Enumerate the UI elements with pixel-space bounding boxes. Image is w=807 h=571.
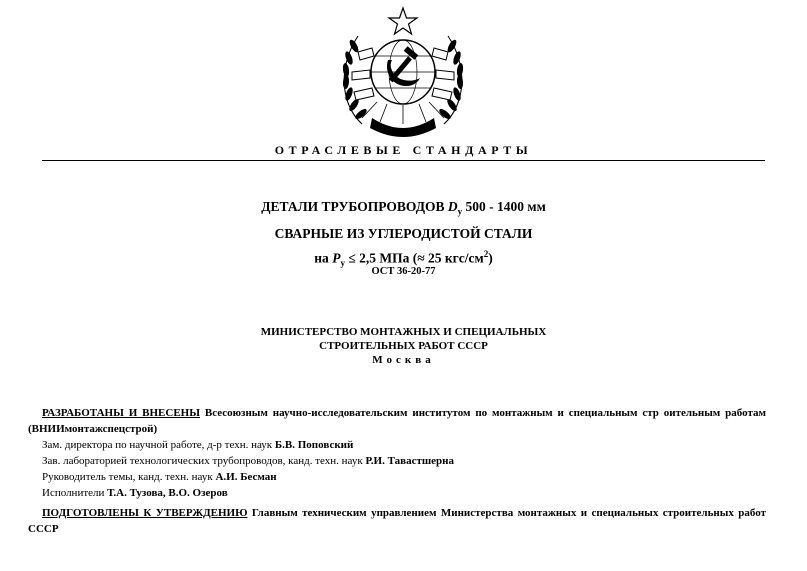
credit-role-1: Зам. директора по научной работе, д-р техн. наук [42,439,275,451]
ministry-line-2: СТРОИТЕЛЬНЫХ РАБОТ СССР [319,340,488,352]
credit-name-4: Т.А. Тузова, В.О. Озеров [107,487,228,499]
title-line-3-close: ) [488,250,493,266]
nominal-diameter-subscript: у [457,206,463,217]
pressure-value: ≤ 2,5 МПа (≈ 25 кгс/см [344,250,484,266]
prepared-text: Главным техническим управлением Министерства монтажных и специальных строительных работ СССР [28,507,766,535]
title-line-1-range: 500 - 1400 мм [462,199,546,214]
city: Москва [372,354,435,366]
prepared-label: ПОДГОТОВЛЕНЫ К УТВЕРЖДЕНИЮ [42,507,248,519]
developed-paragraph [28,405,766,437]
ministry-block [0,325,807,367]
ministry-line-1: МИНИСТЕРСТВО МОНТАЖНЫХ И СПЕЦИАЛЬНЫХ [260,326,547,338]
credit-role-2: Зав. лабораторией технологических трубопроводов, канд. техн. наук [42,455,366,467]
credit-line-2 [28,453,766,469]
developed-text: Всесоюзным научно-исследовательским институтом по монтажным и специальным стр оительным работам (ВНИИмонтажспецстрой) [28,407,766,435]
credit-line-4 [28,485,766,501]
credit-name-2: Р.И. Тавастшерна [365,455,455,467]
developed-label: РАЗРАБОТАНЫ И ВНЕСЕНЫ [42,407,201,419]
title-line-1 [0,196,807,223]
header-divider [42,160,765,161]
credit-role-4: Исполнители [42,487,108,499]
pressure-subscript: у [340,257,345,268]
credit-name-3: А.И. Бесман [215,471,277,483]
state-emblem-image [332,6,474,140]
credit-role-3: Руководитель темы, канд. техн. наук [42,471,216,483]
nominal-diameter-symbol: D [447,199,458,214]
credit-line-3 [28,469,766,485]
document-title [0,196,807,274]
credit-name-1: Б.В. Поповский [274,439,354,451]
title-line-3-text: на [314,250,333,266]
credit-line-1 [28,437,766,453]
series-title: ОТРАСЛЕВЫЕ СТАНДАРТЫ [274,143,533,157]
title-line-1-text: ДЕТАЛИ ТРУБОПРОВОДОВ [261,199,448,214]
credits-block [28,405,766,537]
standard-code: ОСТ 36-20-77 [371,266,436,277]
pressure-symbol: P [332,250,341,266]
title-line-2: СВАРНЫЕ ИЗ УГЛЕРОДИСТОЙ СТАЛИ [274,225,533,241]
unit-superscript: 2 [483,248,489,259]
prepared-paragraph [28,505,766,537]
